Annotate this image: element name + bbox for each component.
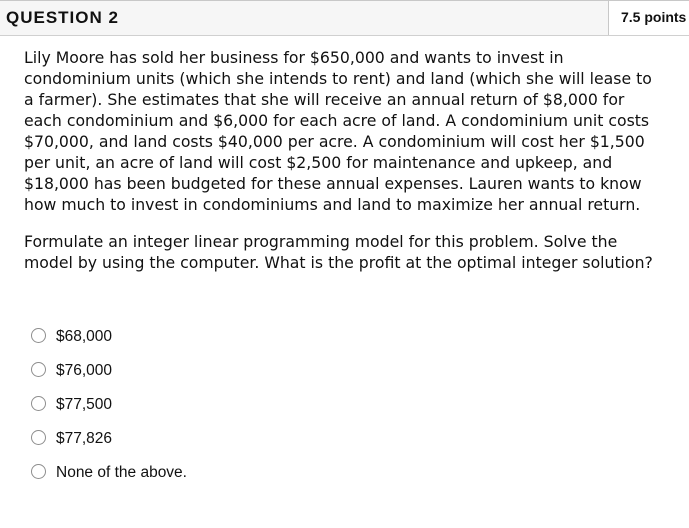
question-text-paragraph-2: Formulate an integer linear programming model for this problem. Solve the model by using the computer. What is the profit at the optimal integer solution? xyxy=(24,232,653,272)
question-title: QUESTION 2 xyxy=(6,8,119,27)
answer-option-1[interactable] xyxy=(31,326,431,360)
answer-option-5[interactable] xyxy=(31,462,431,496)
points-badge: 7.5 points xyxy=(608,1,689,35)
answer-option-label: $76,000 xyxy=(56,362,113,379)
question-text-paragraph-1: Lily Moore has sold her business for $650,000 and wants to invest in condominium units (which she intends to rent) and land (which she will lease to a farmer). She estimates that she will receive an annual return of $8,000 for each condominium and $6,000 for each acre of land. A condominium unit costs $70,000, and land costs $40,000 per acre. A condominium will cost her $1,500 per unit, an acre of land will cost $2,500 for maintenance and upkeep, and $18,000 has been budgeted for these annual expenses. Lauren wants to know how much to invest in condominiums and land to maximize her annual return. xyxy=(24,48,652,214)
radio-button[interactable] xyxy=(31,464,46,479)
answer-option-label: None of the above. xyxy=(56,464,187,481)
radio-button[interactable] xyxy=(31,430,46,445)
radio-button[interactable] xyxy=(31,362,46,377)
answer-option-label: $77,500 xyxy=(56,396,113,413)
answer-options xyxy=(31,326,431,496)
radio-button[interactable] xyxy=(31,328,46,343)
answer-option-3[interactable] xyxy=(31,394,431,428)
answer-option-2[interactable] xyxy=(31,360,431,394)
answer-option-label: $68,000 xyxy=(56,328,113,345)
radio-button[interactable] xyxy=(31,396,46,411)
question-body xyxy=(24,47,664,273)
answer-option-4[interactable] xyxy=(31,428,431,462)
question-header xyxy=(0,0,689,36)
answer-option-label: $77,826 xyxy=(56,430,113,447)
